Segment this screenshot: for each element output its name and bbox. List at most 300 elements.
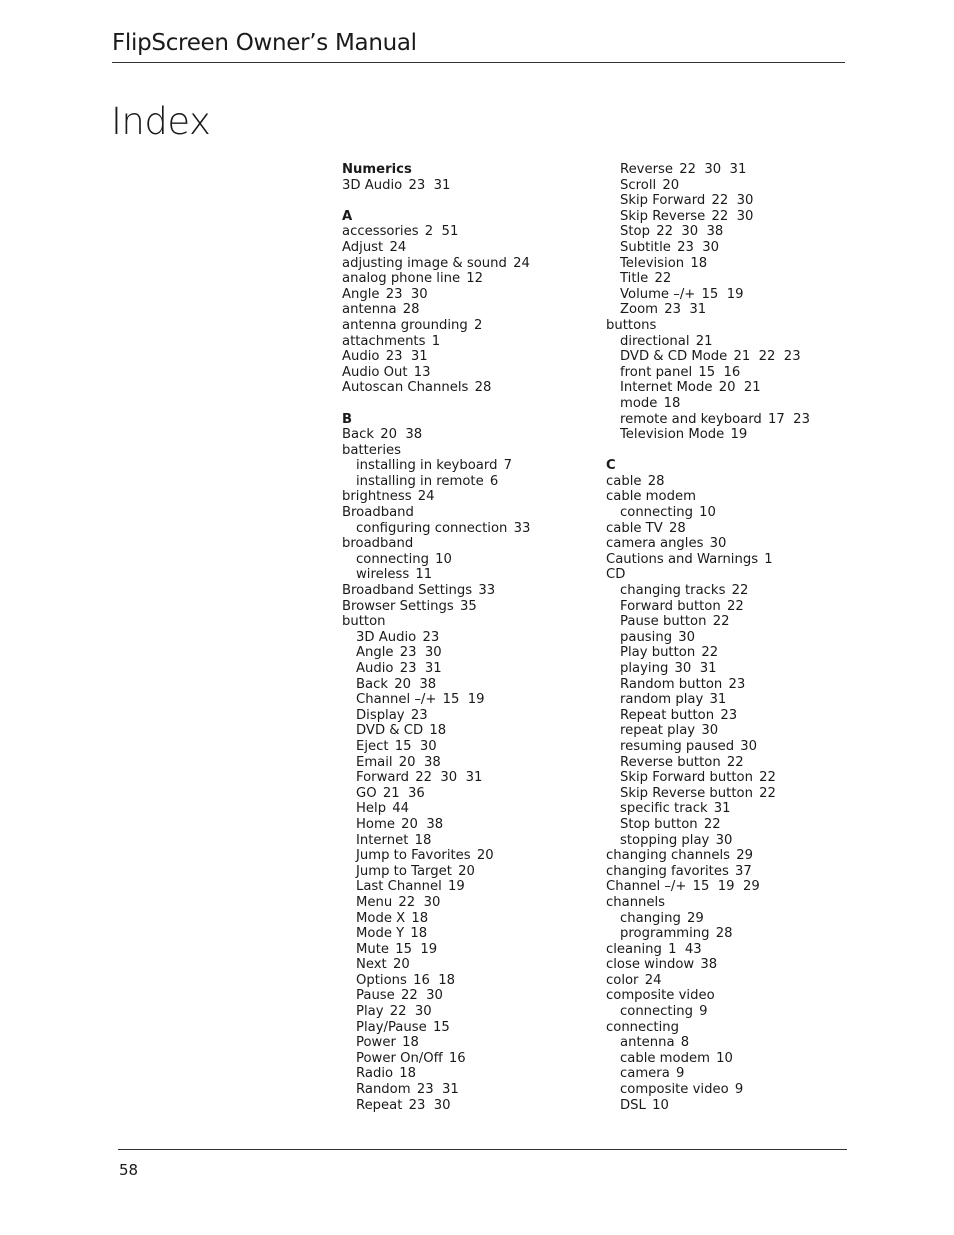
index-term: Back xyxy=(342,427,375,443)
index-page-refs: 10 xyxy=(716,1050,733,1066)
index-entry xyxy=(342,178,602,194)
index-term: Help xyxy=(356,801,387,817)
index-page-refs: 20 38 xyxy=(401,816,444,832)
index-page-refs: 22 30 38 xyxy=(656,224,724,240)
index-page-refs: 22 30 xyxy=(389,1004,432,1020)
index-term: composite video xyxy=(606,988,715,1004)
index-subentry xyxy=(342,988,602,1004)
index-page-refs: 22 xyxy=(701,645,719,661)
index-term: broadband xyxy=(342,536,414,552)
index-page-refs: 28 xyxy=(715,926,733,942)
index-page-refs: 23 xyxy=(410,707,428,723)
index-subentry xyxy=(606,645,866,661)
index-entry xyxy=(606,988,866,1004)
index-term: Jump to Favorites xyxy=(356,848,471,864)
index-entry xyxy=(606,895,866,911)
index-term: stopping play xyxy=(620,832,710,848)
index-page-refs: 21 22 23 xyxy=(733,349,801,365)
index-term: Pause button xyxy=(620,614,707,630)
index-subentry xyxy=(606,334,866,350)
index-entry xyxy=(342,302,602,318)
index-subentry xyxy=(606,505,866,521)
index-subentry xyxy=(342,786,602,802)
index-page-refs: 1 xyxy=(431,333,441,349)
index-term: Reverse button xyxy=(620,754,721,770)
index-term: batteries xyxy=(342,442,401,458)
index-page-refs: 22 30 xyxy=(711,208,754,224)
index-term: Scroll xyxy=(620,177,657,193)
index-page-refs: 1 xyxy=(764,551,773,567)
index-page-refs: 22 xyxy=(731,583,749,599)
index-subentry xyxy=(606,1051,866,1067)
index-subentry xyxy=(342,848,602,864)
index-subentry xyxy=(342,739,602,755)
index-term: Back xyxy=(356,676,389,692)
index-term: 3D Audio xyxy=(356,629,417,645)
index-subentry xyxy=(606,396,866,412)
index-term: Skip Forward xyxy=(620,193,706,209)
index-page-refs: 15 19 xyxy=(395,941,438,957)
index-entry xyxy=(606,567,866,583)
index-entry xyxy=(606,489,866,505)
index-entry xyxy=(342,536,602,552)
index-subentry xyxy=(342,801,602,817)
footer-rule xyxy=(118,1149,847,1150)
index-entry xyxy=(342,334,602,350)
header-title: FlipScreen Owner’s Manual xyxy=(112,30,417,56)
index-entry xyxy=(342,271,602,287)
index-term: Internet xyxy=(356,832,409,848)
index-column-left xyxy=(342,162,602,1113)
index-term: Stop xyxy=(620,224,650,240)
index-term: cleaning xyxy=(606,941,662,957)
index-subentry xyxy=(606,770,866,786)
index-subentry xyxy=(606,599,866,615)
index-page-refs: 31 xyxy=(709,692,727,708)
index-page-refs: 15 xyxy=(432,1019,450,1035)
index-page-refs: 30 xyxy=(701,723,719,739)
index-term: camera angles xyxy=(606,536,704,552)
index-page-refs: 19 xyxy=(448,879,465,895)
page-heading: Index xyxy=(111,100,211,143)
index-term: wireless xyxy=(356,567,410,583)
index-entry xyxy=(342,318,602,334)
index-entry xyxy=(342,224,602,240)
index-page-refs: 44 xyxy=(392,801,410,817)
index-term: Stop button xyxy=(620,816,698,832)
index-subentry xyxy=(342,1035,602,1051)
index-term: analog phone line xyxy=(342,271,461,287)
index-subentry xyxy=(342,1066,602,1082)
index-subentry xyxy=(342,895,602,911)
index-term: specific track xyxy=(620,801,708,817)
index-term: directional xyxy=(620,333,690,349)
index-term: antenna grounding xyxy=(342,317,468,333)
index-term: Play button xyxy=(620,645,696,661)
index-page-refs: 28 xyxy=(474,380,492,396)
index-term: Display xyxy=(356,707,405,723)
index-page-refs: 30 xyxy=(709,536,727,552)
index-page-refs: 29 xyxy=(687,910,704,926)
index-entry xyxy=(606,848,866,864)
index-page-refs: 15 19 xyxy=(701,286,744,302)
index-subentry xyxy=(606,817,866,833)
index-page-refs: 24 xyxy=(417,489,435,505)
index-page-refs: 23 30 xyxy=(399,645,442,661)
index-subentry xyxy=(606,178,866,194)
index-page-refs: 24 xyxy=(389,239,407,255)
index-page-refs: 22 30 xyxy=(711,193,754,209)
index-term: Audio xyxy=(342,349,380,365)
index-subentry xyxy=(342,1004,602,1020)
index-term: Menu xyxy=(356,894,393,910)
index-letter-heading: A xyxy=(342,208,353,224)
index-page-refs: 22 xyxy=(712,614,730,630)
index-subentry xyxy=(606,723,866,739)
index-subentry xyxy=(606,1082,866,1098)
index-page-refs: 11 xyxy=(415,567,433,583)
index-subentry xyxy=(606,193,866,209)
index-page-refs: 7 xyxy=(503,458,513,474)
index-term: Random xyxy=(356,1082,411,1098)
index-entry xyxy=(342,583,602,599)
index-term: Forward xyxy=(356,770,410,786)
index-term: attachments xyxy=(342,333,426,349)
index-term: Autoscan Channels xyxy=(342,380,469,396)
index-page-refs: 22 30 xyxy=(398,894,441,910)
index-term: DVD & CD Mode xyxy=(620,349,728,365)
index-entry xyxy=(342,240,602,256)
index-term: Broadband Settings xyxy=(342,583,473,599)
index-term: installing in remote xyxy=(356,473,484,489)
index-term: Power On/Off xyxy=(356,1050,443,1066)
index-entry xyxy=(606,973,866,989)
index-term: channels xyxy=(606,894,666,910)
index-term: Subtitle xyxy=(620,239,671,255)
index-subentry xyxy=(342,692,602,708)
index-term: GO xyxy=(356,785,377,801)
index-subentry xyxy=(606,614,866,630)
index-subentry xyxy=(606,801,866,817)
index-page-refs: 22 30 31 xyxy=(415,770,483,786)
index-page-refs: 20 xyxy=(476,848,494,864)
index-page-refs: 23 31 xyxy=(416,1082,459,1098)
index-page-refs: 28 xyxy=(402,302,420,318)
index-term: Cautions and Warnings xyxy=(606,551,759,567)
index-term: Mode Y xyxy=(356,926,405,942)
index-subentry xyxy=(606,692,866,708)
index-page-refs: 22 xyxy=(759,770,776,786)
index-term: Email xyxy=(356,754,393,770)
index-entry xyxy=(342,427,602,443)
index-page-refs: 13 xyxy=(413,364,431,380)
index-term: Eject xyxy=(356,738,389,754)
index-subentry xyxy=(606,926,866,942)
index-page-refs: 22 xyxy=(726,754,744,770)
index-term: Play xyxy=(356,1004,384,1020)
index-page-refs: 35 xyxy=(459,598,477,614)
index-page-refs: 31 xyxy=(713,801,731,817)
index-subentry xyxy=(342,1098,602,1114)
index-term: Last Channel xyxy=(356,879,442,895)
index-subentry xyxy=(606,911,866,927)
index-subentry xyxy=(606,365,866,381)
index-entry xyxy=(342,489,602,505)
index-page-refs: 15 16 xyxy=(698,364,741,380)
index-term: cable xyxy=(606,473,642,489)
header-rule xyxy=(112,62,845,63)
index-term: antenna xyxy=(342,302,397,318)
index-page-refs: 28 xyxy=(668,520,686,536)
index-page-refs: 10 xyxy=(435,551,452,567)
index-page-refs: 24 xyxy=(644,972,662,988)
index-term: adjusting image & sound xyxy=(342,255,507,271)
index-page-refs: 22 30 31 xyxy=(679,162,747,177)
index-subentry xyxy=(342,521,602,537)
index-term: cable modem xyxy=(620,1050,710,1066)
index-subentry xyxy=(342,1051,602,1067)
index-page-refs: 12 xyxy=(466,271,484,287)
index-term: pausing xyxy=(620,629,673,645)
index-page-refs: 24 xyxy=(513,255,530,271)
index-page-refs: 15 30 xyxy=(394,738,437,754)
index-term: connecting xyxy=(620,505,693,521)
index-term: Mode X xyxy=(356,910,406,926)
index-page-refs: 37 xyxy=(735,863,752,879)
index-subentry xyxy=(606,302,866,318)
index-term: Browser Settings xyxy=(342,598,454,614)
index-term: Radio xyxy=(356,1066,394,1082)
index-page-refs: 20 xyxy=(392,957,410,973)
index-term: Angle xyxy=(356,645,394,661)
index-term: Audio xyxy=(356,661,394,676)
index-subentry xyxy=(342,458,602,474)
index-page-refs: 38 xyxy=(700,957,718,973)
index-subentry xyxy=(606,224,866,240)
index-term: Title xyxy=(620,271,649,287)
index-term: mode xyxy=(620,395,658,411)
index-entry xyxy=(342,349,602,365)
index-page-refs: 23 30 xyxy=(408,1097,451,1113)
index-subentry xyxy=(342,474,602,490)
index-term: CD xyxy=(606,567,626,583)
index-entry xyxy=(342,443,602,459)
index-subentry xyxy=(606,739,866,755)
index-page-refs: 18 xyxy=(414,832,432,848)
index-page-refs: 22 30 xyxy=(401,988,443,1004)
index-term: Jump to Target xyxy=(356,863,452,879)
index-subentry xyxy=(342,973,602,989)
index-term: Reverse xyxy=(620,162,674,177)
index-subentry xyxy=(342,770,602,786)
index-term: Pause xyxy=(356,988,395,1004)
index-subentry xyxy=(606,380,866,396)
index-entry xyxy=(606,942,866,958)
index-entry xyxy=(342,505,602,521)
index-page-refs: 23 30 xyxy=(677,239,720,255)
index-term: accessories xyxy=(342,224,419,240)
index-page-refs: 9 xyxy=(734,1082,744,1098)
index-term: Mute xyxy=(356,941,390,957)
index-term: remote and keyboard xyxy=(620,411,762,427)
index-entry xyxy=(606,879,866,895)
index-term: front panel xyxy=(620,364,693,380)
index-term: Broadband xyxy=(342,505,414,521)
index-term: antenna xyxy=(620,1035,675,1051)
index-page-refs: 19 xyxy=(730,427,748,443)
index-term: close window xyxy=(606,957,695,973)
index-subentry xyxy=(342,567,602,583)
index-page-refs: 20 38 xyxy=(398,754,441,770)
index-term: cable modem xyxy=(606,489,696,505)
index-term: changing tracks xyxy=(620,583,726,599)
index-page-refs: 10 xyxy=(652,1097,669,1113)
index-term: connecting xyxy=(620,1004,693,1020)
index-term: connecting xyxy=(356,551,429,567)
index-page-refs: 23 31 xyxy=(385,349,428,365)
index-entry xyxy=(606,536,866,552)
index-entry xyxy=(342,287,602,303)
index-page-refs: 33 xyxy=(478,583,496,599)
index-page-refs: 23 31 xyxy=(408,177,451,193)
index-subentry xyxy=(606,833,866,849)
index-term: Zoom xyxy=(620,302,659,318)
index-term: buttons xyxy=(606,317,657,333)
index-page-refs: 29 xyxy=(736,848,754,864)
index-subentry xyxy=(342,630,602,646)
index-page-refs: 18 xyxy=(410,926,428,942)
index-page-refs: 18 xyxy=(663,395,681,411)
index-subentry xyxy=(342,645,602,661)
index-subentry xyxy=(606,677,866,693)
index-page-refs: 10 xyxy=(699,505,716,521)
index-subentry xyxy=(606,583,866,599)
index-term: programming xyxy=(620,926,710,942)
index-page-refs: 20 xyxy=(662,177,680,193)
index-subentry xyxy=(342,755,602,771)
index-subentry xyxy=(342,677,602,693)
index-entry xyxy=(606,474,866,490)
index-subentry xyxy=(342,552,602,568)
index-term: Play/Pause xyxy=(356,1019,427,1035)
index-page-refs: 6 xyxy=(489,473,499,489)
index-subentry xyxy=(606,755,866,771)
index-column-right xyxy=(606,162,866,1113)
index-term: Random button xyxy=(620,676,723,692)
index-page-refs: 9 xyxy=(676,1066,685,1082)
index-term: Angle xyxy=(342,286,380,302)
index-page-refs: 22 xyxy=(654,271,672,287)
index-subentry xyxy=(342,942,602,958)
index-term: Channel –/+ xyxy=(356,692,437,708)
index-page-refs: 30 xyxy=(740,738,758,754)
index-subentry xyxy=(606,412,866,428)
index-page-refs: 2 xyxy=(473,317,483,333)
index-term: camera xyxy=(620,1066,670,1082)
index-entry xyxy=(342,599,602,615)
index-page-refs: 21 xyxy=(695,333,713,349)
index-page-refs: 33 xyxy=(513,520,531,536)
index-term: 3D Audio xyxy=(342,177,403,193)
index-page-refs: 30 31 xyxy=(674,661,717,676)
index-page-refs: 1 43 xyxy=(668,941,702,957)
index-subentry xyxy=(342,926,602,942)
index-subentry xyxy=(606,287,866,303)
index-term: changing xyxy=(620,910,681,926)
index-subentry xyxy=(606,1098,866,1114)
index-entry xyxy=(342,365,602,381)
index-term: Skip Reverse xyxy=(620,208,706,224)
index-page-refs: 20 21 xyxy=(718,380,761,396)
index-page-refs: 18 xyxy=(690,255,708,271)
index-page-refs: 15 19 29 xyxy=(692,879,760,895)
index-page-refs: 28 xyxy=(647,473,665,489)
index-term: color xyxy=(606,972,639,988)
index-term: cable TV xyxy=(606,520,663,536)
index-letter-heading: Numerics xyxy=(342,162,412,177)
index-page-refs: 18 xyxy=(402,1035,419,1051)
index-term: button xyxy=(342,614,386,630)
index-subentry xyxy=(342,879,602,895)
index-term: changing favorites xyxy=(606,863,729,879)
index-subentry xyxy=(606,1066,866,1082)
index-page-refs: 23 xyxy=(720,707,738,723)
index-page-refs: 20 38 xyxy=(380,427,423,443)
index-page-refs: 20 xyxy=(458,863,475,879)
index-term: DVD & CD xyxy=(356,723,424,739)
index-term: Audio Out xyxy=(342,364,408,380)
index-page-refs: 16 xyxy=(448,1050,466,1066)
index-page-refs: 15 19 xyxy=(442,692,485,708)
index-term: Next xyxy=(356,957,387,973)
index-term: connecting xyxy=(606,1019,679,1035)
index-subentry xyxy=(342,833,602,849)
index-subentry xyxy=(606,349,866,365)
page-number: 58 xyxy=(119,1161,139,1179)
index-term: DSL xyxy=(620,1097,646,1113)
index-page-refs: 16 18 xyxy=(413,972,456,988)
index-page-refs: 23 30 xyxy=(385,286,428,302)
index-subentry xyxy=(342,661,602,677)
index-entry xyxy=(342,614,602,630)
index-subentry xyxy=(606,1035,866,1051)
index-entry xyxy=(606,957,866,973)
index-page-refs: 9 xyxy=(699,1004,708,1020)
index-subentry xyxy=(606,240,866,256)
index-page-refs: 30 xyxy=(678,629,696,645)
index-subentry xyxy=(606,630,866,646)
index-term: configuring connection xyxy=(356,520,508,536)
index-subentry xyxy=(342,1020,602,1036)
index-term: random play xyxy=(620,692,704,708)
index-subentry xyxy=(606,786,866,802)
index-page-refs: 23 xyxy=(422,629,440,645)
index-page-refs: 21 36 xyxy=(382,785,425,801)
index-term: Forward button xyxy=(620,598,721,614)
index-subentry xyxy=(342,708,602,724)
index-term: Adjust xyxy=(342,239,384,255)
index-subentry xyxy=(606,1004,866,1020)
index-term: Repeat xyxy=(356,1097,403,1113)
index-page-refs: 23 31 xyxy=(664,302,707,318)
index-entry xyxy=(606,864,866,880)
index-page-refs: 17 23 xyxy=(768,411,810,427)
index-page-refs: 23 31 xyxy=(399,661,442,676)
index-subentry xyxy=(606,209,866,225)
index-letter-heading: C xyxy=(606,458,616,474)
index-term: brightness xyxy=(342,489,412,505)
index-page-refs: 23 xyxy=(728,676,746,692)
